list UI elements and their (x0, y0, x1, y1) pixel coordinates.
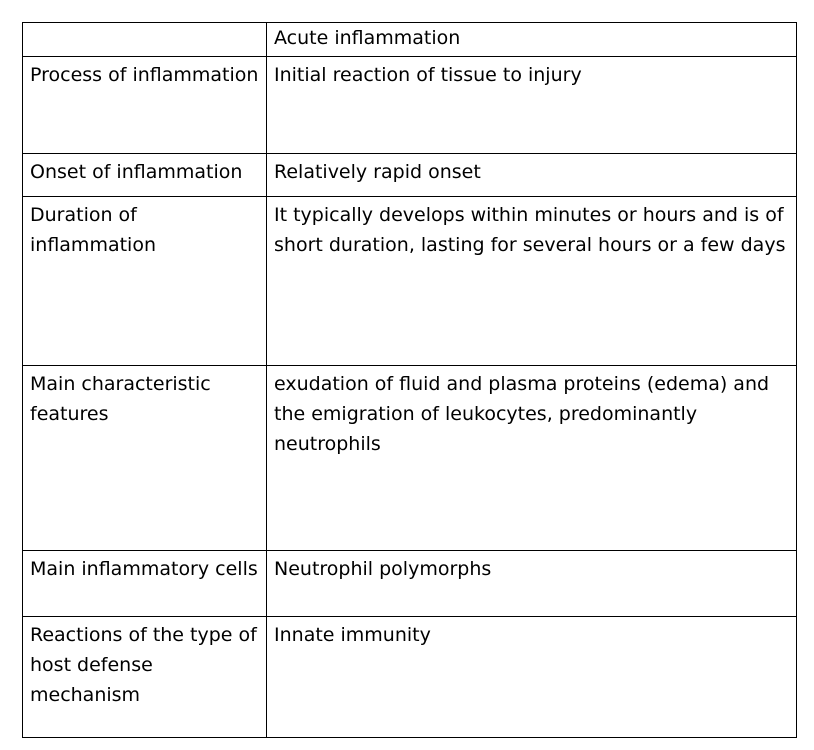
table-row (23, 57, 797, 154)
row-label-host-defense: Reactions of the type of host defense mechanism (23, 617, 267, 738)
table-row (23, 551, 797, 617)
table-row (23, 617, 797, 738)
row-value-features: exudation of fluid and plasma proteins (edema) and the emigration of leukocytes, predominantly neutrophils (267, 366, 797, 551)
row-value-duration: It typically develops within minutes or hours and is of short duration, lasting for several hours or a few days (267, 197, 797, 366)
row-label-cells: Main inflammatory cells (23, 551, 267, 617)
table-row (23, 154, 797, 197)
row-label-features: Main characteristic features (23, 366, 267, 551)
row-label-onset: Onset of inflammation (23, 154, 267, 197)
row-value-host-defense: Innate immunity (267, 617, 797, 738)
row-value-cells: Neutrophil polymorphs (267, 551, 797, 617)
acute-inflammation-table (22, 22, 797, 738)
row-label-duration: Duration of inflammation (23, 197, 267, 366)
table-header-row (23, 23, 797, 57)
table-row (23, 197, 797, 366)
column-title: Acute inflammation (267, 23, 797, 57)
row-value-process: Initial reaction of tissue to injury (267, 57, 797, 154)
row-value-onset: Relatively rapid onset (267, 154, 797, 197)
table-row (23, 366, 797, 551)
header-corner-cell (23, 23, 267, 57)
row-label-process: Process of inflammation (23, 57, 267, 154)
